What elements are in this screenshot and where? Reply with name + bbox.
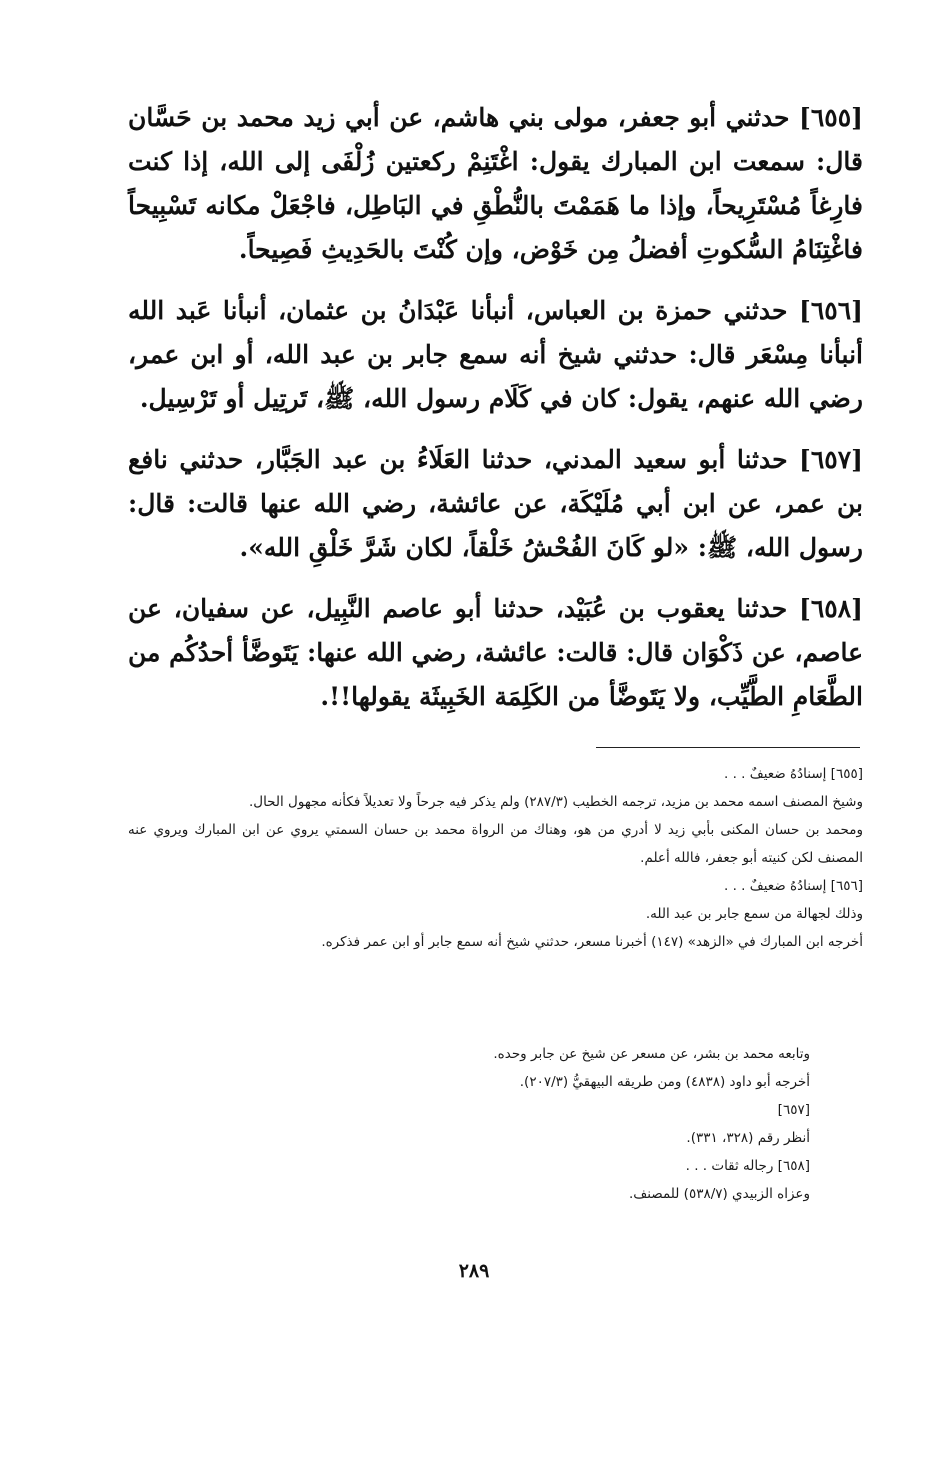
footnote-line: [٦٥٦] إسنادُهُ ضعيفٌ . . . (723, 878, 863, 894)
footnote-line: وتابعه محمد بن بشر، عن مسعر عن شيخ عن جابر وحده. (493, 1046, 810, 1062)
hadith-paragraph-655: [٦٥٥] حدثني أبو جعفر، مولى بني هاشم، عن أبي زيد محمد بن حَسَّان قال: سمعت ابن المبارك يقول: اغْتَنِمْ ركعتين زُلْفَى إلى الله، إذا كنت فارِغاً مُسْتَرِيحاً، وإذا ما هَمَمْتَ بالنُّطْقِ في البَاطِل، فاجْعَلْ مكانه تَسْبِيحاً فاغْتِنَامُ السُّكوتِ أفضلُ مِن خَوْض، وإن كُنْتَ بالحَدِيثِ فَصِيحاً. (128, 103, 863, 264)
hadith-paragraph-658: [٦٥٨] حدثنا يعقوب بن عُبَيْد، حدثنا أبو عاصم النَّبِيل، عن سفيان، عن عاصم، عن ذَكْوَان قال: قالت: عائشة، رضي الله عنها: يَتَوضَّأ أحدُكُم من الطَّعَامِ الطَّيِّب، ولا يَتَوضَّأ من الكَلِمَة الخَبِيثَة يقولها!!. (128, 594, 863, 711)
footnote-line: ومحمد بن حسان المكنى بأبي زيد لا أدري من هو، وهناك من الرواة محمد بن حسان السمتي يروي عن ابن المبارك ويروي عنه المصنف لكن كنيته أبو جعفر، فالله أعلم. (128, 822, 863, 866)
footnote-line: وعزاه الزبيدي (٥٣٨/٧) للمصنف. (628, 1186, 810, 1202)
footnote-line: أخرجه أبو داود (٤٨٣٨) ومن طريقه البيهقيُّ (٢٠٧/٣). (519, 1074, 810, 1090)
hadith-paragraph-656: [٦٥٦] حدثني حمزة بن العباس، أنبأنا عَبْدَانُ بن عثمان، أنبأنا عَبد الله أنبأنا مِسْعَر قال: حدثني شيخ أنه سمع جابر بن عبد الله، أو ابن عمر، رضي الله عنهم، يقول: كان في كَلَام رسول الله، ﷺ، تَرتِيل أو تَرْسِيل. (128, 296, 863, 413)
footnote-divider (596, 747, 860, 748)
footnote-line: أنظر رقم (٣٢٨، ٣٣١). (686, 1130, 810, 1146)
footnote-line: أخرجه ابن المبارك في «الزهد» (١٤٧) أخبرنا مسعر، حدثني شيخ أنه سمع جابر أو ابن عمر فذكره. (321, 934, 863, 950)
footnote-line: [٦٥٥] إسنادُهُ ضعيفٌ . . . (723, 766, 863, 782)
page-number: ٢٨٩ (458, 1260, 490, 1282)
footnote-line: [٦٥٧] (777, 1102, 810, 1118)
main-text (128, 96, 863, 736)
footnote-line: وذلك لجهالة من سمع جابر بن عبد الله. (645, 906, 863, 922)
footnote-line: [٦٥٨] رجاله ثقات . . . (685, 1158, 810, 1174)
footnote-line: وشيخ المصنف اسمه محمد بن مزيد، ترجمه الخطيب (٢٨٧/٣) ولم يذكر فيه جرحاً ولا تعديلاً فكأنه مجهول الحال. (248, 794, 863, 810)
footnotes-upper (128, 760, 863, 956)
hadith-paragraph-657: [٦٥٧] حدثنا أبو سعيد المدني، حدثنا العَلَاءُ بن عبد الجَبَّار، حدثني نافع بن عمر، عن ابن أبي مُلَيْكَة، عن عائشة، رضي الله عنها قالت: قال: رسول الله، ﷺ: «لو كَانَ الفُحْشُ خَلْقاً، لكان شَرَّ خَلْقِ الله». (128, 445, 863, 562)
footnotes-lower (330, 1040, 810, 1208)
